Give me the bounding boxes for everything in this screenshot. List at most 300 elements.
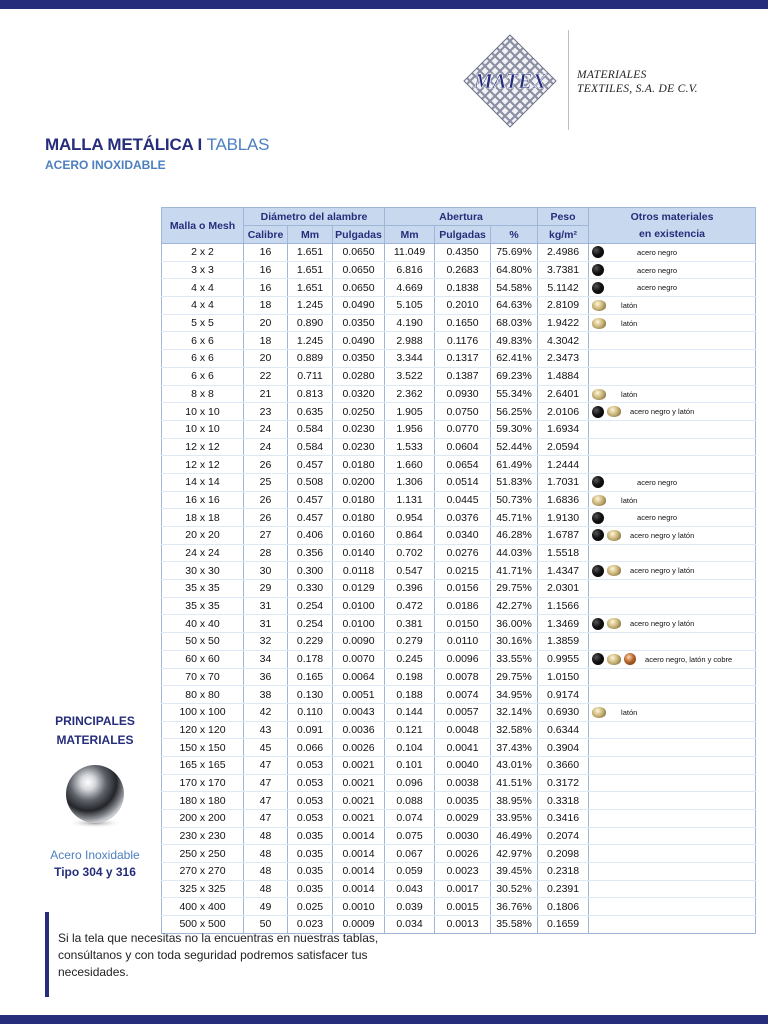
table-row [162, 650, 756, 668]
company-line-2: TEXTILES, S.A. DE C.V. [577, 83, 698, 95]
table-row [162, 739, 756, 757]
cell-opening-mm: 0.188 [385, 686, 435, 704]
cell-opening-mm: 0.039 [385, 898, 435, 916]
cell-other-materials [589, 544, 756, 562]
cell-other-materials [589, 668, 756, 686]
cell-opening-mm: 0.043 [385, 880, 435, 898]
table-row [162, 527, 756, 545]
cell-opening-mm: 0.075 [385, 827, 435, 845]
cell-weight: 2.3473 [538, 350, 589, 368]
cell-opening-in: 0.0514 [435, 473, 491, 491]
cell-opening-pct: 59.30% [491, 420, 538, 438]
cell-opening-in: 0.0041 [435, 739, 491, 757]
cell-calibre: 26 [244, 509, 288, 527]
header-calibre: Calibre [244, 226, 288, 244]
cell-opening-mm: 1.905 [385, 403, 435, 421]
cell-opening-mm: 2.988 [385, 332, 435, 350]
cell-opening-mm: 0.864 [385, 527, 435, 545]
cell-opening-in: 0.0040 [435, 756, 491, 774]
cell-other-materials [589, 456, 756, 474]
cell-diameter-mm: 0.584 [288, 438, 333, 456]
cell-opening-mm: 0.074 [385, 810, 435, 828]
table-row [162, 367, 756, 385]
table-row [162, 279, 756, 297]
table-row [162, 615, 756, 633]
cell-opening-in: 0.1650 [435, 314, 491, 332]
cell-opening-pct: 33.95% [491, 810, 538, 828]
brass-icon [592, 318, 606, 329]
cell-opening-mm: 0.104 [385, 739, 435, 757]
cell-other-materials [589, 491, 756, 509]
cell-diameter-in: 0.0350 [333, 350, 385, 368]
cell-weight: 1.3469 [538, 615, 589, 633]
brass-icon [592, 389, 606, 400]
cell-diameter-mm: 0.130 [288, 686, 333, 704]
sidebar-title [40, 712, 150, 750]
header-weight-unit: kg/m² [538, 226, 589, 244]
cell-mesh: 165 x 165 [162, 756, 244, 774]
cell-opening-mm: 0.121 [385, 721, 435, 739]
table-row [162, 438, 756, 456]
cell-mesh: 4 x 4 [162, 297, 244, 315]
cell-diameter-in: 0.0230 [333, 420, 385, 438]
cell-diameter-in: 0.0021 [333, 756, 385, 774]
cell-diameter-in: 0.0021 [333, 810, 385, 828]
cell-calibre: 20 [244, 314, 288, 332]
bottom-border-bar [0, 1015, 768, 1024]
cell-diameter-mm: 0.330 [288, 580, 333, 598]
cell-mesh: 6 x 6 [162, 367, 244, 385]
sidebar-title-line1: PRINCIPALES [55, 714, 135, 728]
title-main: MALLA METÁLICA [45, 135, 193, 154]
cell-weight: 0.3318 [538, 792, 589, 810]
cell-opening-in: 0.0770 [435, 420, 491, 438]
cell-opening-pct: 46.28% [491, 527, 538, 545]
cell-other-materials [589, 332, 756, 350]
cell-weight: 2.0594 [538, 438, 589, 456]
cell-opening-pct: 50.73% [491, 491, 538, 509]
other-materials-text: latón [621, 318, 638, 328]
cell-opening-pct: 37.43% [491, 739, 538, 757]
cell-other-materials [589, 244, 756, 262]
black-steel-icon [592, 529, 604, 541]
cell-calibre: 34 [244, 650, 288, 668]
cell-mesh: 35 x 35 [162, 580, 244, 598]
cell-mesh: 200 x 200 [162, 810, 244, 828]
black-steel-icon [592, 264, 604, 276]
cell-opening-mm: 6.816 [385, 261, 435, 279]
cell-opening-pct: 62.41% [491, 350, 538, 368]
cell-opening-pct: 68.03% [491, 314, 538, 332]
cell-other-materials [589, 739, 756, 757]
cell-weight: 1.6787 [538, 527, 589, 545]
cell-calibre: 16 [244, 244, 288, 262]
table-row [162, 703, 756, 721]
cell-diameter-mm: 0.890 [288, 314, 333, 332]
cell-mesh: 2 x 2 [162, 244, 244, 262]
cell-other-materials [589, 527, 756, 545]
table-row [162, 668, 756, 686]
cell-other-materials [589, 810, 756, 828]
cell-weight: 2.0106 [538, 403, 589, 421]
cell-other-materials [589, 314, 756, 332]
cell-diameter-mm: 0.025 [288, 898, 333, 916]
cell-opening-pct: 29.75% [491, 580, 538, 598]
cell-diameter-in: 0.0014 [333, 880, 385, 898]
cell-diameter-mm: 1.651 [288, 279, 333, 297]
cell-opening-mm: 0.472 [385, 597, 435, 615]
other-materials-text: acero negro [637, 247, 678, 257]
cell-diameter-mm: 0.053 [288, 810, 333, 828]
cell-diameter-mm: 0.254 [288, 615, 333, 633]
cell-mesh: 12 x 12 [162, 456, 244, 474]
cell-opening-pct: 49.83% [491, 332, 538, 350]
other-materials-text: acero negro y latón [630, 566, 695, 576]
cell-opening-mm: 0.245 [385, 650, 435, 668]
cell-weight: 1.1566 [538, 597, 589, 615]
cell-diameter-mm: 0.035 [288, 863, 333, 881]
table-row [162, 580, 756, 598]
cell-diameter-in: 0.0230 [333, 438, 385, 456]
cell-opening-pct: 51.83% [491, 473, 538, 491]
cell-weight: 1.6836 [538, 491, 589, 509]
logo-text: MATEX [473, 69, 547, 93]
table-row [162, 509, 756, 527]
header-diameter: Diámetro del alambre [244, 208, 385, 226]
cell-calibre: 43 [244, 721, 288, 739]
cell-other-materials [589, 774, 756, 792]
cell-diameter-mm: 0.178 [288, 650, 333, 668]
table-row [162, 403, 756, 421]
material-caption [40, 847, 150, 881]
cell-other-materials [589, 845, 756, 863]
cell-diameter-in: 0.0280 [333, 367, 385, 385]
cell-calibre: 47 [244, 792, 288, 810]
cell-calibre: 30 [244, 562, 288, 580]
cell-calibre: 38 [244, 686, 288, 704]
brass-icon [607, 654, 621, 665]
cell-weight: 3.7381 [538, 261, 589, 279]
cell-mesh: 270 x 270 [162, 863, 244, 881]
cell-weight: 0.3172 [538, 774, 589, 792]
header-diameter-in: Pulgadas [333, 226, 385, 244]
cell-mesh: 4 x 4 [162, 279, 244, 297]
cell-other-materials [589, 438, 756, 456]
cell-opening-mm: 4.669 [385, 279, 435, 297]
cell-opening-pct: 36.00% [491, 615, 538, 633]
material-caption-line2: Tipo 304 y 316 [54, 865, 136, 879]
cell-opening-in: 0.0156 [435, 580, 491, 598]
cell-diameter-mm: 0.053 [288, 774, 333, 792]
cell-opening-in: 0.2683 [435, 261, 491, 279]
cell-opening-mm: 0.067 [385, 845, 435, 863]
cell-opening-pct: 56.25% [491, 403, 538, 421]
copper-icon [624, 653, 636, 665]
cell-mesh: 60 x 60 [162, 650, 244, 668]
cell-diameter-mm: 0.356 [288, 544, 333, 562]
title-section: TABLAS [206, 135, 270, 154]
cell-diameter-in: 0.0070 [333, 650, 385, 668]
brass-icon [607, 618, 621, 629]
cell-other-materials [589, 880, 756, 898]
cell-opening-pct: 41.51% [491, 774, 538, 792]
table-row [162, 420, 756, 438]
cell-opening-mm: 0.547 [385, 562, 435, 580]
cell-opening-in: 0.0057 [435, 703, 491, 721]
cell-mesh: 230 x 230 [162, 827, 244, 845]
cell-diameter-mm: 0.889 [288, 350, 333, 368]
cell-weight: 2.8109 [538, 297, 589, 315]
cell-opening-mm: 0.198 [385, 668, 435, 686]
cell-opening-mm: 3.522 [385, 367, 435, 385]
table-row [162, 332, 756, 350]
cell-diameter-mm: 1.651 [288, 244, 333, 262]
cell-diameter-mm: 1.245 [288, 297, 333, 315]
cell-diameter-in: 0.0490 [333, 297, 385, 315]
cell-mesh: 10 x 10 [162, 403, 244, 421]
cell-opening-mm: 0.396 [385, 580, 435, 598]
table-row [162, 863, 756, 881]
other-materials-text: acero negro [637, 513, 678, 523]
cell-opening-in: 0.0150 [435, 615, 491, 633]
mesh-table [161, 207, 756, 934]
cell-other-materials [589, 703, 756, 721]
cell-mesh: 12 x 12 [162, 438, 244, 456]
cell-diameter-mm: 0.457 [288, 491, 333, 509]
table-body [162, 244, 756, 934]
cell-diameter-in: 0.0043 [333, 703, 385, 721]
cell-calibre: 18 [244, 332, 288, 350]
cell-other-materials [589, 597, 756, 615]
cell-other-materials [589, 420, 756, 438]
cell-diameter-in: 0.0014 [333, 845, 385, 863]
cell-weight: 1.7031 [538, 473, 589, 491]
header-weight: Peso [538, 208, 589, 226]
cell-mesh: 14 x 14 [162, 473, 244, 491]
cell-opening-pct: 34.95% [491, 686, 538, 704]
cell-opening-in: 0.0017 [435, 880, 491, 898]
black-steel-icon [592, 476, 604, 488]
cell-calibre: 48 [244, 880, 288, 898]
page-subtitle: ACERO INOXIDABLE [45, 158, 166, 172]
brass-icon [607, 406, 621, 417]
brass-icon [607, 565, 621, 576]
header-opening-pct: % [491, 226, 538, 244]
cell-diameter-mm: 0.300 [288, 562, 333, 580]
page-title [45, 135, 269, 155]
cell-mesh: 325 x 325 [162, 880, 244, 898]
cell-calibre: 20 [244, 350, 288, 368]
cell-opening-pct: 61.49% [491, 456, 538, 474]
cell-opening-pct: 29.75% [491, 668, 538, 686]
table-row [162, 261, 756, 279]
cell-opening-pct: 64.80% [491, 261, 538, 279]
table-row [162, 350, 756, 368]
cell-opening-mm: 1.956 [385, 420, 435, 438]
cell-opening-in: 0.0215 [435, 562, 491, 580]
cell-weight: 4.3042 [538, 332, 589, 350]
table-row [162, 686, 756, 704]
cell-other-materials [589, 297, 756, 315]
cell-calibre: 42 [244, 703, 288, 721]
cell-mesh: 6 x 6 [162, 350, 244, 368]
other-materials-text: latón [621, 301, 638, 311]
cell-opening-mm: 0.381 [385, 615, 435, 633]
cell-opening-mm: 1.306 [385, 473, 435, 491]
cell-diameter-mm: 0.035 [288, 880, 333, 898]
black-steel-icon [592, 653, 604, 665]
cell-other-materials [589, 261, 756, 279]
cell-other-materials [589, 650, 756, 668]
cell-opening-mm: 0.096 [385, 774, 435, 792]
cell-other-materials [589, 279, 756, 297]
table-row [162, 880, 756, 898]
cell-other-materials [589, 367, 756, 385]
brass-icon [607, 530, 621, 541]
table-row [162, 473, 756, 491]
cell-diameter-in: 0.0160 [333, 527, 385, 545]
cell-opening-in: 0.0038 [435, 774, 491, 792]
cell-opening-in: 0.0654 [435, 456, 491, 474]
table-row [162, 721, 756, 739]
logo-divider [568, 30, 569, 130]
cell-opening-pct: 69.23% [491, 367, 538, 385]
cell-diameter-mm: 0.254 [288, 597, 333, 615]
cell-weight: 0.2318 [538, 863, 589, 881]
cell-opening-in: 0.1317 [435, 350, 491, 368]
table-row [162, 597, 756, 615]
table-row [162, 314, 756, 332]
cell-opening-in: 0.0340 [435, 527, 491, 545]
cell-mesh: 100 x 100 [162, 703, 244, 721]
cell-mesh: 3 x 3 [162, 261, 244, 279]
cell-diameter-in: 0.0320 [333, 385, 385, 403]
cell-calibre: 24 [244, 438, 288, 456]
cell-other-materials [589, 827, 756, 845]
cell-opening-mm: 0.702 [385, 544, 435, 562]
table-row [162, 774, 756, 792]
cell-calibre: 16 [244, 261, 288, 279]
cell-diameter-in: 0.0064 [333, 668, 385, 686]
other-materials-text: acero negro [637, 283, 678, 293]
cell-diameter-in: 0.0036 [333, 721, 385, 739]
cell-diameter-mm: 0.406 [288, 527, 333, 545]
cell-opening-in: 0.0035 [435, 792, 491, 810]
cell-mesh: 35 x 35 [162, 597, 244, 615]
cell-calibre: 45 [244, 739, 288, 757]
black-steel-icon [592, 246, 604, 258]
cell-calibre: 50 [244, 916, 288, 934]
cell-diameter-mm: 0.110 [288, 703, 333, 721]
table-row [162, 562, 756, 580]
cell-other-materials [589, 562, 756, 580]
cell-opening-in: 0.0023 [435, 863, 491, 881]
cell-other-materials [589, 686, 756, 704]
cell-opening-pct: 32.14% [491, 703, 538, 721]
cell-opening-in: 0.0096 [435, 650, 491, 668]
black-steel-icon [592, 512, 604, 524]
cell-weight: 0.3904 [538, 739, 589, 757]
cell-opening-pct: 44.03% [491, 544, 538, 562]
cell-opening-pct: 45.71% [491, 509, 538, 527]
cell-mesh: 24 x 24 [162, 544, 244, 562]
cell-opening-in: 0.0074 [435, 686, 491, 704]
cell-other-materials [589, 633, 756, 651]
cell-opening-in: 0.0048 [435, 721, 491, 739]
cell-opening-in: 0.1387 [435, 367, 491, 385]
cell-calibre: 32 [244, 633, 288, 651]
cell-diameter-mm: 0.165 [288, 668, 333, 686]
cell-opening-mm: 11.049 [385, 244, 435, 262]
brass-icon [592, 300, 606, 311]
cell-opening-in: 0.0078 [435, 668, 491, 686]
cell-diameter-in: 0.0100 [333, 615, 385, 633]
header-opening-in: Pulgadas [435, 226, 491, 244]
cell-other-materials [589, 580, 756, 598]
cell-diameter-in: 0.0129 [333, 580, 385, 598]
cell-mesh: 10 x 10 [162, 420, 244, 438]
cell-opening-pct: 39.45% [491, 863, 538, 881]
cell-mesh: 8 x 8 [162, 385, 244, 403]
cell-mesh: 250 x 250 [162, 845, 244, 863]
cell-weight: 1.5518 [538, 544, 589, 562]
cell-weight: 0.2391 [538, 880, 589, 898]
cell-opening-mm: 0.144 [385, 703, 435, 721]
cell-opening-in: 0.2010 [435, 297, 491, 315]
cell-calibre: 47 [244, 810, 288, 828]
cell-mesh: 18 x 18 [162, 509, 244, 527]
cell-diameter-mm: 1.245 [288, 332, 333, 350]
cell-calibre: 48 [244, 827, 288, 845]
cell-mesh: 180 x 180 [162, 792, 244, 810]
cell-other-materials [589, 350, 756, 368]
cell-weight: 1.4347 [538, 562, 589, 580]
stainless-steel-ball-image [62, 763, 128, 829]
cell-weight: 1.4884 [538, 367, 589, 385]
cell-weight: 1.3859 [538, 633, 589, 651]
cell-calibre: 48 [244, 863, 288, 881]
cell-mesh: 6 x 6 [162, 332, 244, 350]
cell-weight: 1.0150 [538, 668, 589, 686]
other-materials-text: acero negro y latón [630, 619, 695, 629]
cell-opening-in: 0.0110 [435, 633, 491, 651]
cell-diameter-mm: 0.711 [288, 367, 333, 385]
cell-opening-mm: 0.088 [385, 792, 435, 810]
cell-mesh: 500 x 500 [162, 916, 244, 934]
cell-diameter-in: 0.0014 [333, 863, 385, 881]
cell-opening-in: 0.0026 [435, 845, 491, 863]
cell-diameter-in: 0.0180 [333, 509, 385, 527]
cell-opening-pct: 42.97% [491, 845, 538, 863]
cell-opening-in: 0.0013 [435, 916, 491, 934]
cell-diameter-in: 0.0650 [333, 279, 385, 297]
cell-mesh: 170 x 170 [162, 774, 244, 792]
cell-weight: 5.1142 [538, 279, 589, 297]
cell-calibre: 22 [244, 367, 288, 385]
table-row [162, 810, 756, 828]
cell-weight: 1.9422 [538, 314, 589, 332]
cell-opening-in: 0.0604 [435, 438, 491, 456]
cell-diameter-in: 0.0021 [333, 792, 385, 810]
cell-weight: 2.4986 [538, 244, 589, 262]
cell-opening-in: 0.0029 [435, 810, 491, 828]
cell-diameter-in: 0.0180 [333, 491, 385, 509]
cell-other-materials [589, 756, 756, 774]
cell-other-materials [589, 916, 756, 934]
cell-opening-pct: 41.71% [491, 562, 538, 580]
cell-diameter-mm: 0.813 [288, 385, 333, 403]
cell-opening-pct: 42.27% [491, 597, 538, 615]
